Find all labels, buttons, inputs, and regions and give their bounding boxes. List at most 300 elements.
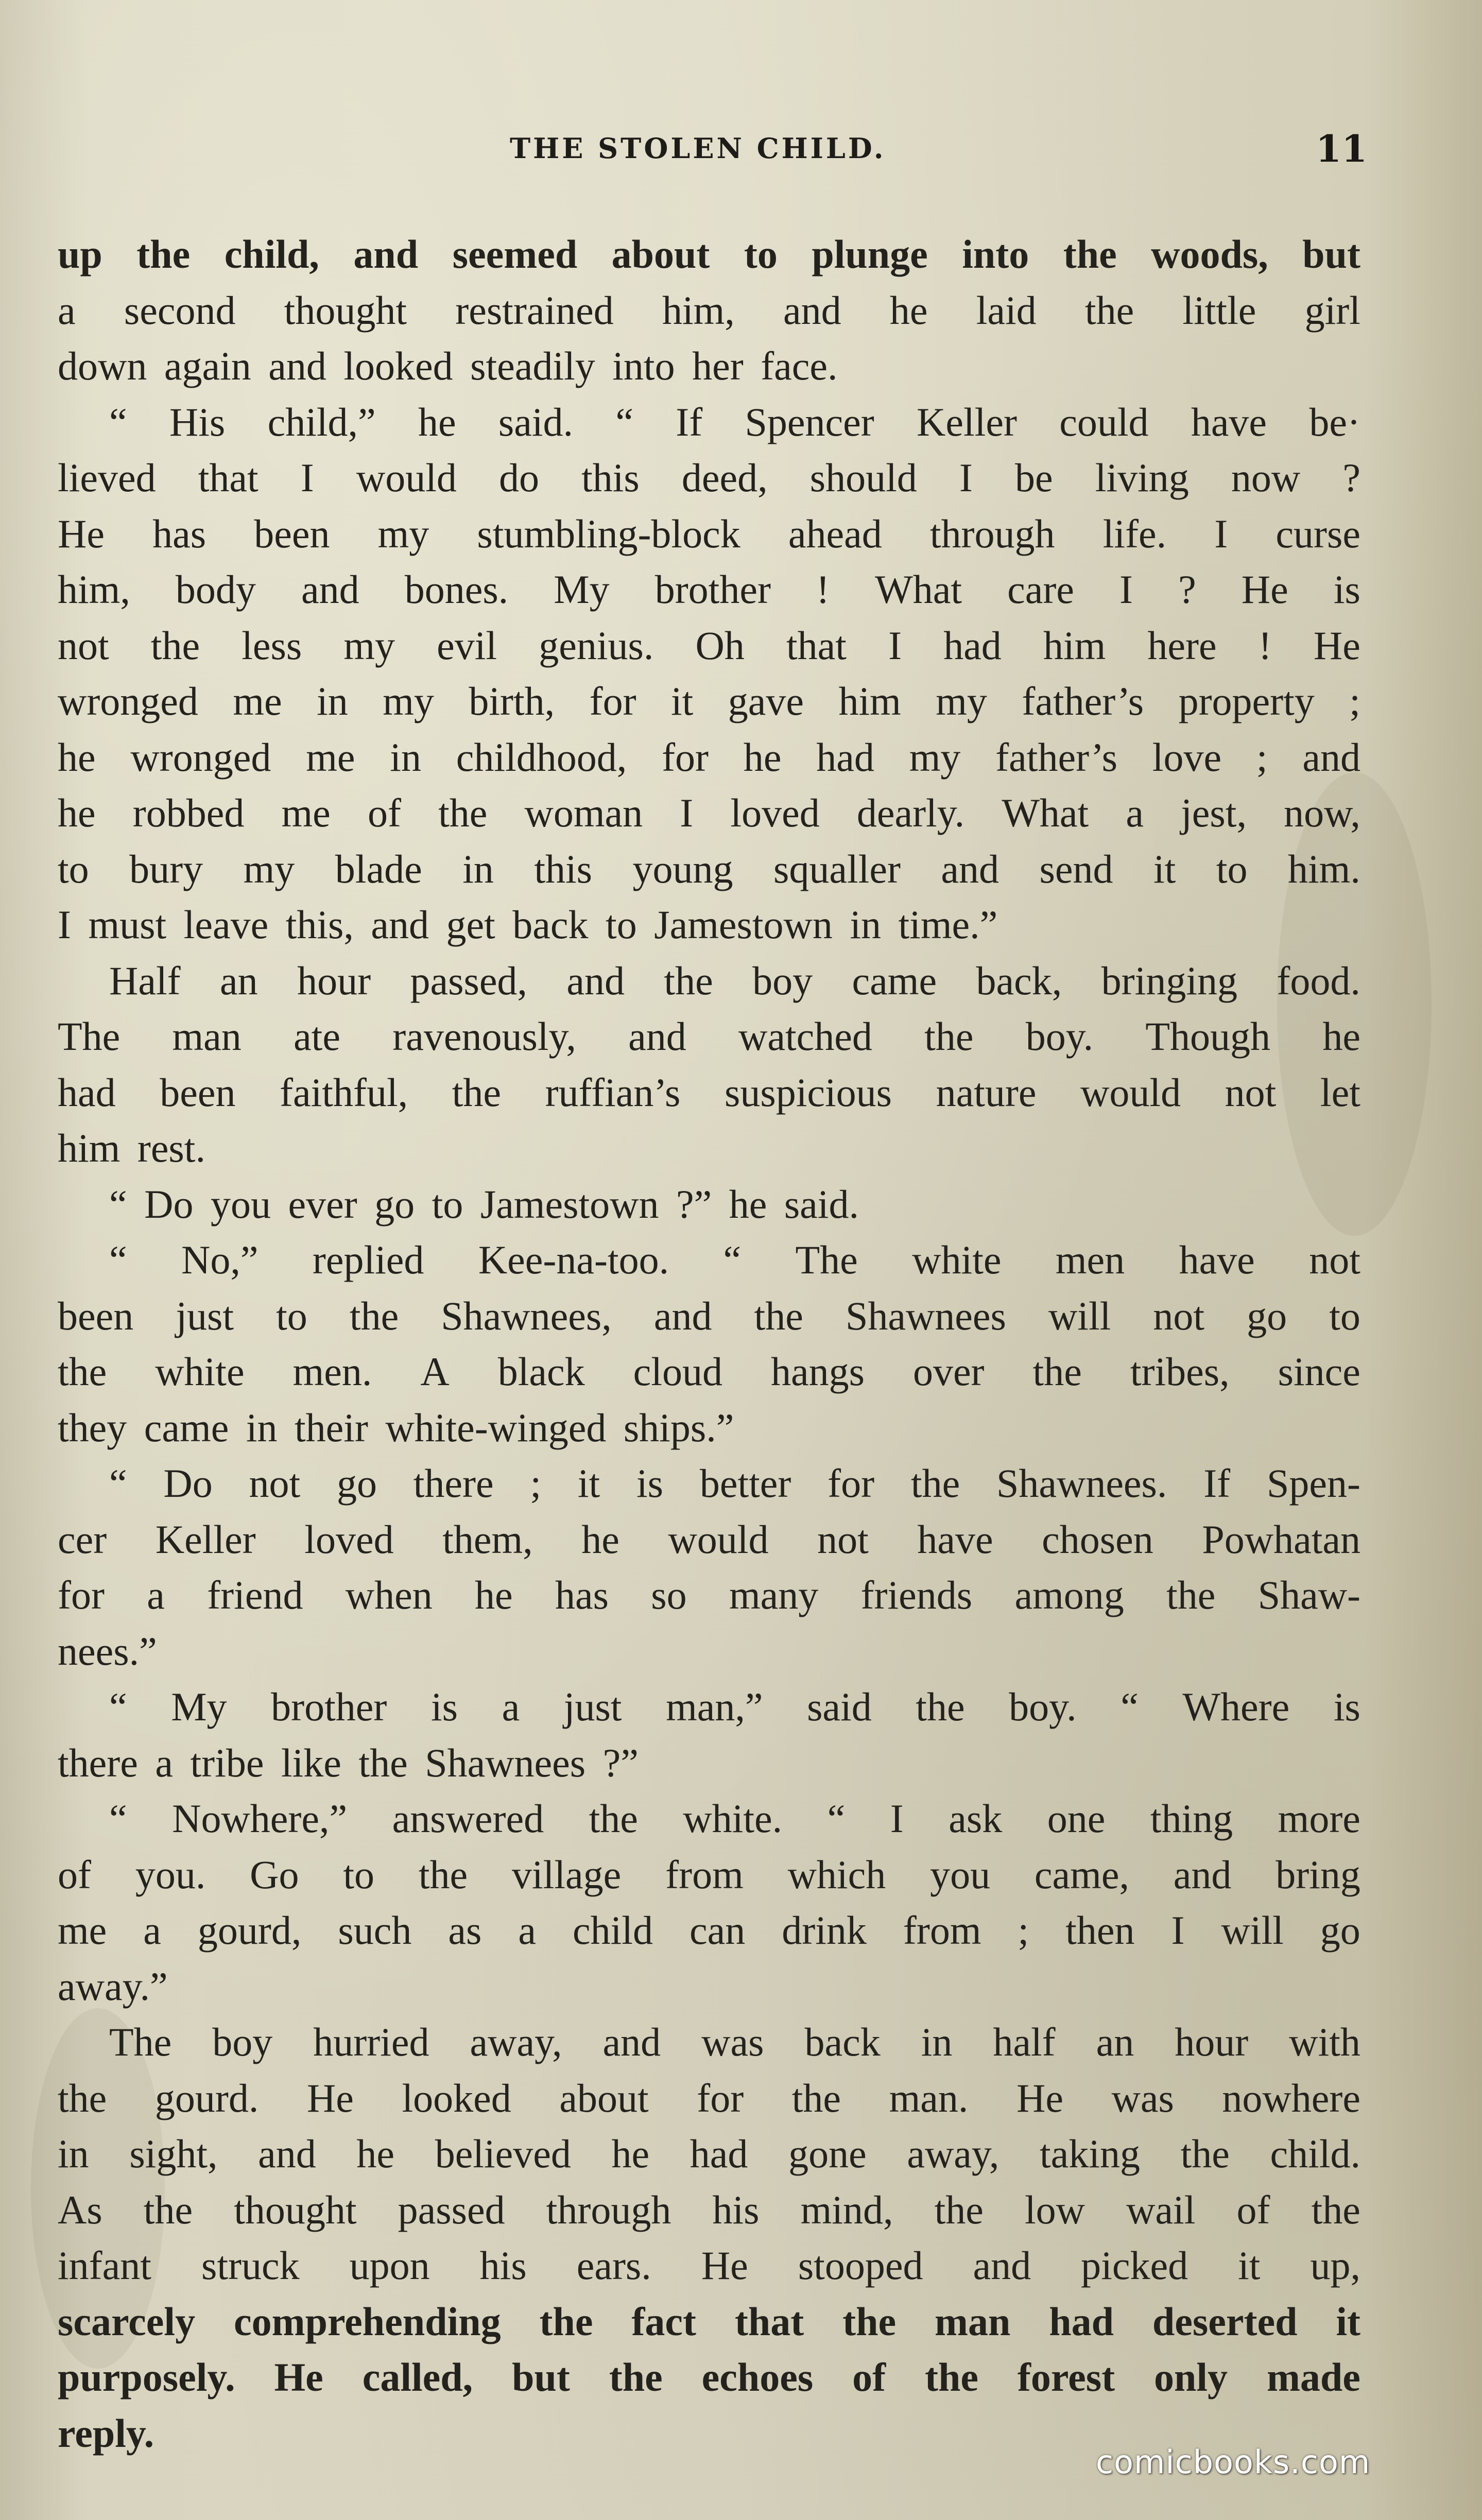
text-line [58,1344,1360,1400]
word: the [664,958,713,1003]
word: which [787,1852,886,1897]
word: him [1043,623,1106,668]
word: He [701,2243,748,2288]
word: ask [949,1796,1003,1841]
text-line [58,1791,1360,1847]
word: and [653,1293,712,1338]
word: nowhere [1222,2075,1360,2120]
word: the [916,1684,965,1729]
word: through [546,2187,671,2232]
word: in [921,2020,953,2064]
word: He [1241,567,1288,612]
word: now, [1284,790,1360,835]
word: the [754,1293,803,1338]
word: My [171,1684,227,1729]
word: boy. [1025,1014,1094,1059]
word: in [317,679,348,723]
word: Shaw- [1257,1573,1360,1617]
text-line: down again and looked steadily into her face. [58,343,838,388]
word: his [479,2243,527,2288]
page-number: 11 [1316,127,1368,170]
word: thought [284,287,407,333]
word: over [912,1349,985,1394]
word: men. [292,1349,372,1394]
word: father’s [995,734,1117,780]
word: suspicious [725,1069,892,1115]
word: “ [109,1237,127,1282]
word: you. [135,1852,206,1897]
word: and [301,567,359,612]
word: curse [1276,511,1360,556]
word: I [1119,567,1133,612]
word: the [842,2299,897,2344]
word: but [1302,232,1360,277]
word: Though [1145,1014,1271,1059]
word: to [744,232,778,277]
text-line [58,227,1360,283]
word: father’s [1022,679,1144,723]
text-line [58,1288,1360,1344]
text-line [58,2070,1360,2127]
text-line [58,1847,1360,1903]
text-line: reply. [58,2410,154,2456]
word: “ [109,1684,127,1729]
word: man [172,1014,242,1059]
word: robbed [132,790,245,835]
word: infant [58,2243,151,2288]
word: had [1049,2299,1114,2344]
word: living [1095,455,1189,500]
word: that [786,623,847,668]
word: about [559,2075,649,2120]
word: “ [723,1237,742,1282]
word: little [1182,287,1256,333]
word: bones. [404,567,509,612]
word: and [353,232,419,277]
word: the [924,1014,974,1059]
word: cer [58,1516,107,1562]
word: property [1178,679,1315,723]
word: the [791,2075,841,2120]
word: will [1048,1293,1111,1338]
word: and [973,2243,1031,2288]
word: loved [730,790,820,835]
word: deserted [1152,2299,1298,2344]
word: What [1002,790,1089,835]
word: him, [662,287,735,333]
word: called, [362,2355,473,2400]
word: had [690,2131,748,2176]
word: in [462,846,494,891]
word: him. [1287,846,1360,891]
word: lieved [58,455,156,500]
word: watched [738,1014,872,1059]
word: ! [816,567,830,612]
word: gourd, [197,1908,302,1953]
word: Spen- [1266,1461,1360,1506]
word: he [1322,1014,1360,1059]
word: food. [1277,958,1360,1003]
word: looked [402,2075,511,2120]
word: from [665,1852,744,1897]
word: just [563,1684,622,1729]
word: not [817,1516,869,1562]
word: thought [234,2187,357,2232]
word: drink [782,1908,867,1953]
word: not [1309,1237,1360,1282]
word: squaller [773,846,901,891]
word: a [502,1684,520,1729]
word: comprehending [234,2299,501,2344]
text-line [58,2238,1360,2294]
word: was [1111,2075,1174,2120]
word: many [729,1573,819,1617]
word: and [628,1014,686,1059]
word: had [943,623,1002,668]
word: laid [976,287,1037,333]
word: the [539,2299,593,2344]
word: Powhatan [1202,1516,1360,1562]
word: The [109,2020,172,2064]
word: here [1147,623,1217,668]
word: white [912,1237,1002,1282]
word: gone [788,2131,867,2176]
word: answered [392,1796,544,1841]
word: back [804,2020,881,2064]
word: stooped [798,2243,923,2288]
word: my [377,511,429,556]
text-line [58,506,1360,562]
word: I [1171,1908,1185,1953]
word: you [930,1852,991,1897]
text-line [58,785,1360,841]
word: What [875,567,962,612]
word: tribes, [1130,1349,1230,1394]
word: If [676,399,703,444]
word: men [1055,1237,1125,1282]
word: for [662,734,709,780]
word: gave [728,679,804,723]
word: in [58,2131,89,2176]
word: upon [349,2243,430,2288]
word: Shawnees. [996,1461,1167,1506]
word: and [1302,734,1360,780]
word: with [1289,2020,1360,2064]
word: away, [907,2131,1000,2176]
word: him [838,679,901,723]
word: my [909,734,961,780]
word: let [1320,1069,1360,1115]
text-line [58,1232,1360,1288]
word: has [152,511,206,556]
word: dearly. [856,790,965,835]
text-line: they came in their white-winged ships.” [58,1405,734,1450]
word: my [383,679,434,723]
word: ? [1178,567,1196,612]
word: village [512,1852,622,1897]
text-line [58,2294,1360,2350]
word: this [534,846,593,891]
text-line [58,730,1360,786]
word: boy. [1009,1684,1077,1729]
word: girl [1304,287,1360,333]
word: but [512,2355,570,2400]
word: is [1333,567,1360,612]
word: ruffian’s [545,1069,681,1115]
word: As [58,2187,102,2232]
word: could [1059,399,1149,444]
word: only [1153,2355,1228,2400]
word: fact [631,2299,696,2344]
word: nature [936,1069,1037,1115]
word: had [58,1069,116,1115]
word: bringing [1101,958,1237,1003]
word: “ [109,1461,127,1506]
word: and [258,2131,316,2176]
word: to [1329,1293,1360,1338]
word: back, [976,958,1062,1003]
word: has [555,1573,609,1617]
word: into [962,232,1029,277]
word: the [1084,287,1134,333]
word: as [448,1908,482,1953]
word: child [573,1908,653,1953]
word: of [852,2355,886,2400]
word: Oh [695,623,745,668]
word: the [438,790,488,835]
text-line [58,1679,1360,1735]
word: replied [312,1237,424,1282]
word: the [934,2187,984,2232]
word: that [734,2299,804,2344]
word: evil [437,623,497,668]
word: Where [1182,1684,1290,1729]
word: been [254,511,330,556]
word: care [1007,567,1074,612]
word: there [413,1461,494,1506]
word: for [58,1573,105,1617]
word: child. [1270,2131,1360,2176]
word: half [993,2020,1056,2064]
word: the [910,1461,960,1506]
word: came, [1034,1852,1129,1897]
word: ; [530,1461,542,1506]
word: he [889,287,928,333]
word: to [343,1852,375,1897]
word: not [1153,1293,1205,1338]
word: the [1311,2187,1360,2232]
word: send [1039,846,1113,891]
word: made [1266,2355,1360,2400]
text-line [58,953,1360,1009]
word: wail [1126,2187,1196,2232]
word: have [1191,399,1267,444]
text-line: “ Do you ever go to Jamestown ?” he said. [109,1181,859,1227]
word: it [1238,2243,1261,2288]
word: can [689,1908,746,1953]
word: would [356,455,457,500]
word: my [936,679,987,723]
word: Half [109,958,181,1003]
word: the [1032,1349,1082,1394]
word: Go [250,1852,299,1897]
word: the [1180,2131,1230,2176]
word: blade [335,846,422,891]
word: said. [498,399,574,444]
word: it [1153,846,1176,891]
word: ; [1018,1908,1029,1953]
word: If [1203,1461,1231,1506]
word: do [498,455,539,500]
word: he [581,1516,619,1562]
word: this [581,455,640,500]
text-line: I must leave this, and get back to Jamestown in time.” [58,902,998,947]
word: would [1080,1069,1181,1115]
word: ravenously, [392,1014,576,1059]
watermark: comicbooks.com [1096,2443,1371,2481]
word: is [636,1461,664,1506]
word: woman [524,790,643,835]
word: the [150,623,200,668]
word: the [58,1349,107,1394]
text-line [58,562,1360,618]
text-line [58,618,1360,674]
word: a [147,1573,165,1617]
word: his [712,2187,760,2232]
word: he [475,1573,513,1617]
text-line [58,394,1360,451]
word: I [959,455,973,500]
word: A [420,1349,450,1394]
word: go [1247,1293,1287,1338]
word: up [58,232,102,277]
text-line [58,674,1360,730]
word: of [58,1852,91,1897]
word: scarcely [58,2299,196,2344]
word: My [554,567,610,612]
word: He [306,2075,354,2120]
word: ate [294,1014,340,1059]
word: I [890,1796,904,1841]
word: He [58,511,105,556]
word: would [668,1516,769,1562]
word: “ [109,1796,127,1841]
word: and [602,2020,661,2064]
word: friends [860,1573,973,1617]
text-line: him rest. [58,1126,205,1170]
text-line [58,2350,1360,2406]
word: Do [163,1461,213,1506]
word: I [300,455,314,500]
word: taking [1039,2131,1140,2176]
word: be· [1309,399,1360,444]
word: passed [398,2187,505,2232]
word: ears. [576,2243,651,2288]
word: to [1216,846,1248,891]
word: a [143,1908,161,1953]
text-line [58,1512,1360,1568]
running-title: THE STOLEN CHILD. [510,132,886,165]
word: mind, [800,2187,893,2232]
word: so [651,1573,687,1617]
word: I [1214,511,1228,556]
word: second [124,287,236,333]
word: bury [129,846,203,891]
word: The [795,1237,858,1282]
text-line [58,841,1360,897]
word: a [58,287,76,333]
word: my [343,623,395,668]
word: he [743,734,782,780]
word: birth, [469,679,555,723]
word: loved [304,1516,394,1562]
word: ahead [788,511,882,556]
word: of [1236,2187,1270,2232]
word: him, [58,567,130,612]
word: wronged [58,679,198,723]
word: less [242,623,302,668]
word: purposely. [58,2355,235,2400]
word: the [58,2075,107,2120]
word: the [143,2187,193,2232]
word: gourd. [154,2075,259,2120]
word: hurried [313,2020,429,2064]
word: have [917,1516,993,1562]
word: bring [1276,1852,1360,1897]
word: plunge [812,232,928,277]
word: came [852,958,937,1003]
word: is [1333,1684,1360,1729]
word: thing [1150,1796,1233,1841]
word: Nowhere,” [172,1796,348,1841]
word: Shawnees, [441,1293,612,1338]
word: black [497,1349,585,1394]
word: not [249,1461,301,1506]
word: hour [297,958,371,1003]
word: “ [109,399,127,444]
word: Keller [155,1516,256,1562]
word: stumbling-block [477,511,740,556]
word: forest [1017,2355,1115,2400]
word: up, [1310,2243,1360,2288]
text-line: away.” [58,1963,168,2009]
word: since [1278,1349,1360,1394]
word: was [701,2020,764,2064]
word: better [699,1461,791,1506]
word: more [1278,1796,1360,1841]
word: ! [1258,623,1272,668]
word: go [1320,1908,1360,1953]
word: for [589,679,636,723]
word: the [418,1852,468,1897]
word: the [609,2355,663,2400]
word: not [1225,1069,1277,1115]
word: it [577,1461,600,1506]
word: among [1014,1573,1124,1617]
word: His [169,399,226,444]
word: child,” [267,399,376,444]
word: and [566,958,625,1003]
word: young [632,846,733,891]
word: and [783,287,841,333]
word: deed, [681,455,768,500]
text-line [58,450,1360,506]
text-line [58,2126,1360,2182]
word: he [58,734,96,780]
word: faithful, [280,1069,408,1115]
word: woods, [1151,232,1268,277]
text-line [58,1567,1360,1624]
